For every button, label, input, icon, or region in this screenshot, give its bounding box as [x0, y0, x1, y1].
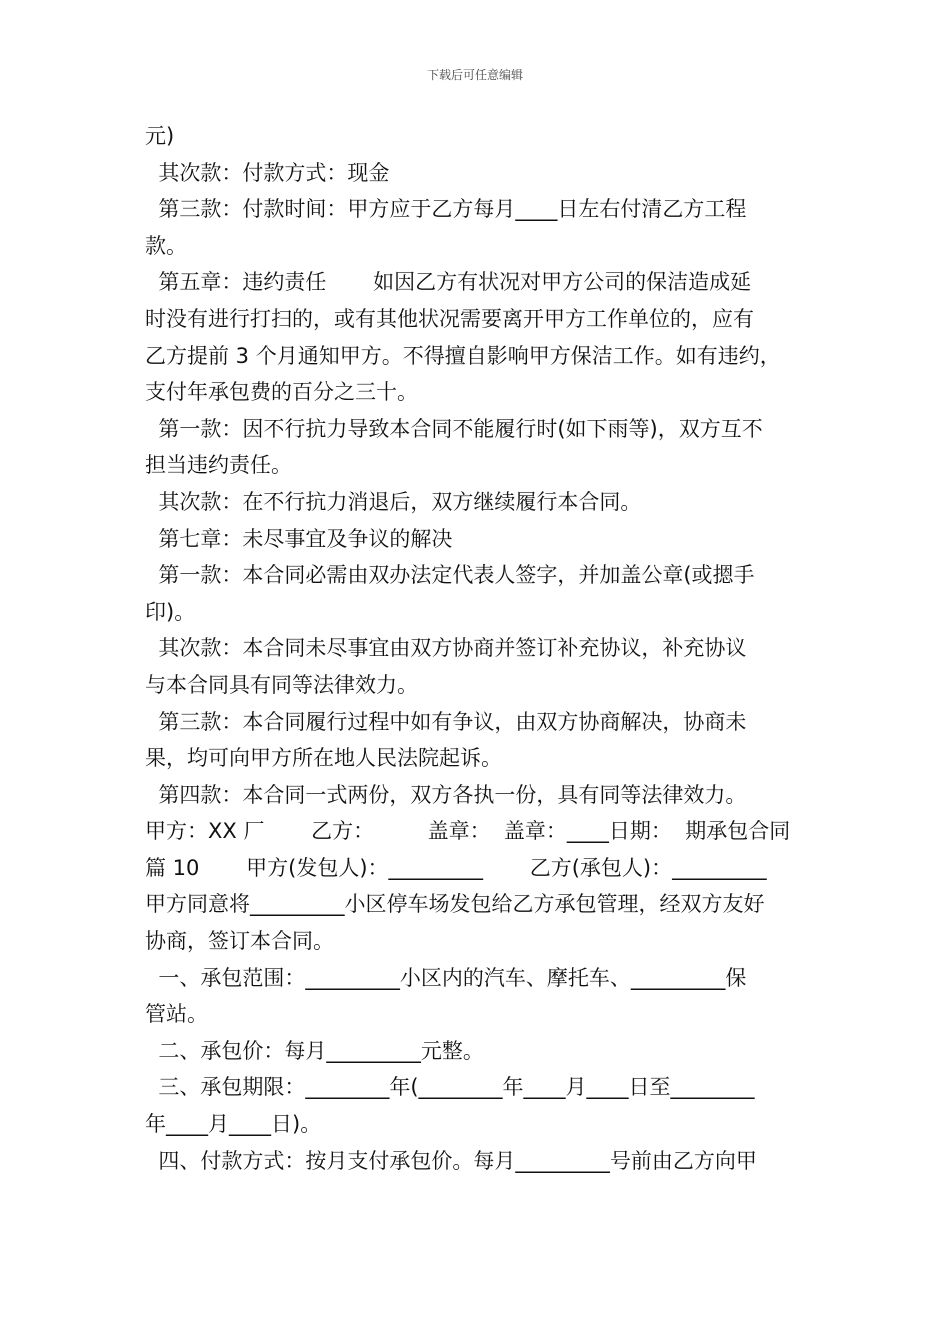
- document-body: [145, 118, 825, 1179]
- text-line: 时没有进行打扫的，或有其他状况需要离开甲方工作单位的，应有: [145, 306, 754, 331]
- text-line: 管站。: [145, 1002, 208, 1027]
- text-line: 第四款：本合同一式两份，双方各执一份，具有同等法律效力。: [145, 782, 747, 807]
- text-line: 甲方：XX 厂 乙方： 盖章： 盖章：____日期： 期承包合同: [145, 819, 791, 844]
- text-line: 四、付款方式：按月支付承包价。每月_________号前由乙方向甲: [145, 1148, 757, 1173]
- text-line: 其次款：本合同未尽事宜由双方协商并签订补充协议，补充协议: [145, 636, 747, 661]
- text-line: 第七章：未尽事宜及争议的解决: [145, 526, 453, 551]
- text-line: 其次款：在不行抗力消退后，双方继续履行本合同。: [145, 489, 642, 514]
- text-line: 第一款：本合同必需由双办法定代表人签字，并加盖公章(或摁手: [145, 563, 755, 588]
- text-line: 支付年承包费的百分之三十。: [145, 380, 418, 405]
- text-line: 与本合同具有同等法律效力。: [145, 672, 418, 697]
- text-line: 三、承包期限：________年(________年____月____日至________: [145, 1075, 755, 1100]
- text-line: 印)。: [145, 599, 196, 624]
- text-line: 其次款：付款方式：现金: [145, 160, 390, 185]
- text-line: 果，均可向甲方所在地人民法院起诉。: [145, 746, 502, 771]
- text-line: 甲方同意将_________小区停车场发包给乙方承包管理，经双方友好: [145, 892, 765, 917]
- text-line: 担当违约责任。: [145, 453, 292, 478]
- page-header: 下载后可任意编辑: [426, 68, 523, 82]
- text-line: 第三款：本合同履行过程中如有争议，由双方协商解决，协商未: [145, 709, 747, 734]
- text-line: 年____月____日)。: [145, 1112, 322, 1137]
- text-line: 第一款：因不行抗力导致本合同不能履行时(如下雨等)，双方互不: [145, 416, 763, 441]
- text-line: 元): [145, 124, 175, 148]
- text-line: 协商，签订本合同。: [145, 929, 334, 954]
- text-line: 第三款：付款时间：甲方应于乙方每月____日左右付清乙方工程: [145, 197, 747, 222]
- text-line: 二、承包价：每月_________元整。: [145, 1038, 484, 1063]
- text-line: 乙方提前 3 个月通知甲方。不得擅自影响甲方保洁工作。如有违约，: [145, 343, 781, 368]
- text-line: 篇 10 甲方(发包人)：_________ 乙方(承包人)：_________: [145, 855, 767, 880]
- text-line: 第五章：违约责任 如因乙方有状况对甲方公司的保洁造成延: [145, 270, 752, 295]
- text-line: 款。: [145, 233, 187, 258]
- text-line: 一、承包范围：_________小区内的汽车、摩托车、_________保: [145, 965, 747, 990]
